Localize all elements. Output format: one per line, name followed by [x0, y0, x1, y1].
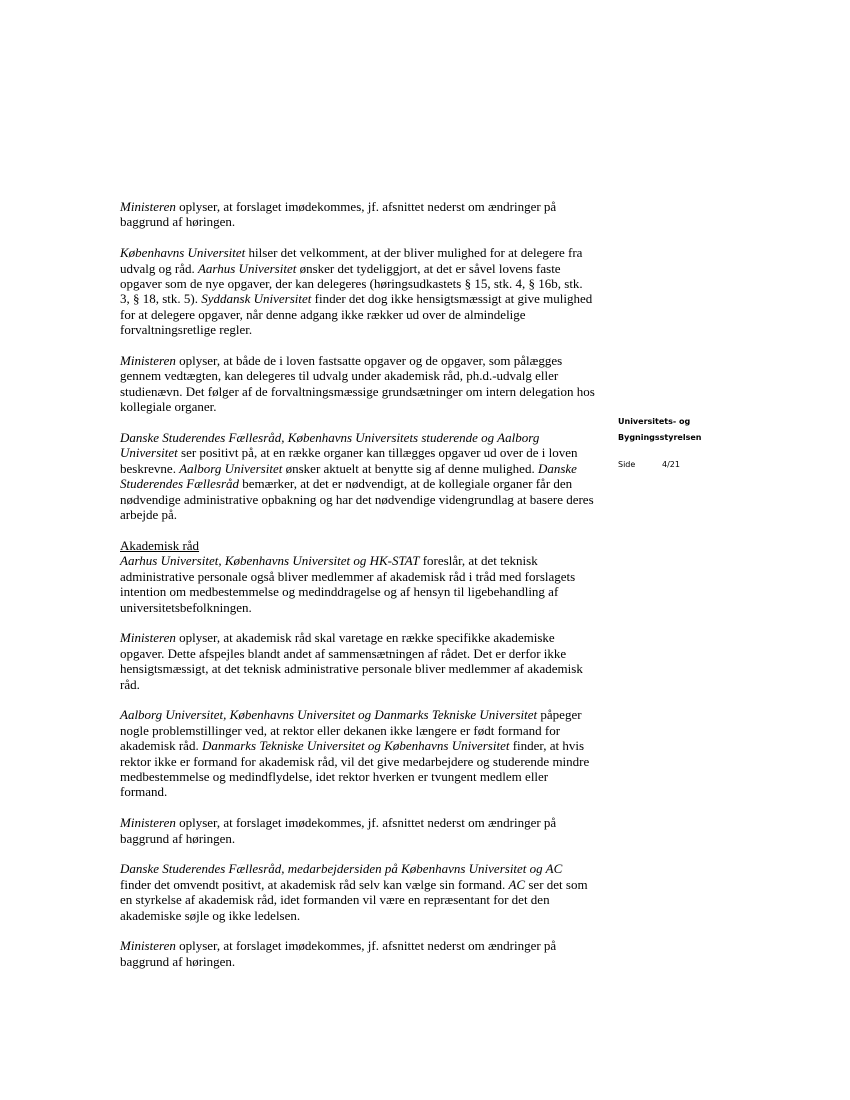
paragraph-text: hilser det velkomment, at der bliver mulighed for at delegere fra udvalg og råd. [120, 245, 586, 276]
paragraph-text: oplyser, at forslaget imødekommes, jf. afsnittet nederst om ændringer på baggrund af høringen. [120, 815, 560, 846]
page-number: 4/21 [662, 460, 680, 469]
paragraph-text: ser positivt på, at en række organer kan tillægges opgaver ud over de i loven beskrevne. [120, 445, 581, 476]
document-body [120, 199, 599, 985]
organization-name-line2: Bygningsstyrelsen [618, 433, 702, 442]
party-name: Ministeren [120, 199, 176, 214]
party-name: Aalborg Universitet [179, 460, 283, 476]
paragraph [120, 245, 595, 337]
paragraph-text: påpeger nogle problemstillinger ved, at rektor eller dekanen ikke længere er født formand for akademisk råd. [120, 707, 585, 754]
paragraph-text: finder, at hvis rektor ikke er formand for akademisk råd, vil det give medarbejdere og studerende mindre medbestemmelse og medindflydelse, idet rektor hverken er tvungent medlem eller formand. [120, 738, 593, 800]
organization-name [618, 414, 778, 446]
paragraph-text: ser det som en styrkelse af akademisk råd, idet formanden vil være en repræsentant for det den akademiske søjle og ikke ledelsen. [120, 876, 591, 923]
document-sidebar [618, 414, 778, 469]
party-name: Danmarks Tekniske Universitet og Københavns Universitet [201, 738, 510, 754]
paragraph [120, 707, 595, 799]
party-name: Danske Studerendes Fællesråd, medarbejdersiden på Københavns Universitet og AC [120, 861, 563, 877]
paragraph-text: oplyser, at forslaget imødekommes, jf. afsnittet nederst om ændringer på baggrund af høringen. [120, 938, 560, 969]
party-name: Københavns Universitet [120, 245, 246, 261]
paragraph [120, 815, 595, 846]
paragraph [120, 938, 595, 969]
paragraph-text: foreslår, at det teknisk administrative personale også bliver medlemmer af akademisk råd i tråd med forslagets intention om medbestemmelse og medinddragelse og af hensyn til ligebehandling af universitetsbefolkningen. [120, 553, 579, 615]
paragraph [120, 553, 595, 615]
party-name: Danske Studerendes Fællesråd, Københavns Universitets studerende og Aalborg Universitet [120, 430, 543, 461]
party-name: Syddansk Universitet [201, 291, 312, 307]
party-name: Ministeren [120, 630, 176, 646]
party-name: Aalborg Universitet, Københavns Universitet og Danmarks Tekniske Universitet [120, 707, 538, 723]
paragraph [120, 199, 595, 230]
organization-name-line1: Universitets- og [618, 417, 691, 426]
page-label: Side [618, 460, 636, 469]
party-name: Ministeren [120, 938, 176, 954]
paragraph-text: finder det dog ikke hensigtsmæssigt at give mulighed for at delegere opgaver, når denne adgang ikke rækker ud over de almindelige forvaltningsretlige regler. [120, 291, 596, 338]
party-name: Aarhus Universitet [197, 260, 297, 276]
section-heading: Akademisk råd [120, 537, 200, 553]
paragraph-text: ønsker aktuelt at benytte sig af denne mulighed. [282, 460, 538, 476]
paragraph-text: bemærker, at det er nødvendigt, at de kollegiale organer får den nødvendige administrative opbakning og har det nødvendige videngrundlag at basere deres arbejde på. [120, 476, 597, 523]
paragraph-text: oplyser, at forslaget imødekommes, jf. afsnittet nederst om ændringer på baggrund af høringen. [120, 199, 560, 230]
paragraph-group-intro [120, 199, 599, 523]
party-name: Ministeren [120, 353, 176, 369]
paragraph-text: ønsker det tydeliggjort, at det er såvel lovens faste opgaver som de nye opgaver, der kan delegeres (høringsudkastets § 15, stk. 4, § 16b, stk. 3, § 18, stk. 5). [120, 260, 586, 307]
paragraph-group-akademisk-raad [120, 553, 595, 969]
paragraph [120, 861, 595, 923]
paragraph [120, 353, 599, 415]
paragraph [120, 630, 595, 692]
party-name: Danske Studerendes Fællesråd [120, 460, 581, 492]
page-indicator [618, 460, 778, 469]
party-name: Ministeren [120, 815, 176, 831]
paragraph-text: finder det omvendt positivt, at akademisk råd selv kan vælge sin formand. [120, 861, 566, 892]
party-name: Aarhus Universitet, Københavns Universitet og HK-STAT [120, 553, 420, 569]
paragraph [120, 430, 595, 522]
paragraph-text: oplyser, at både de i loven fastsatte opgaver og de opgaver, som pålægges gennem vedtægten, kan delegeres til udvalg under akademisk råd, ph.d.-udvalg eller studienævn. Det følger af de forvaltningsmæssige grundsætninger om intern delegation hos kollegiale organer. [120, 353, 599, 415]
paragraph-text: oplyser, at akademisk råd skal varetage en række specifikke akademiske opgaver. Dette afspejles blandt andet af sammensætningen af rådet. Det er derfor ikke hensigtsmæssigt, at det teknisk administrative personale bliver medlemmer af akademisk råd. [120, 630, 587, 692]
party-name: AC [508, 876, 526, 892]
